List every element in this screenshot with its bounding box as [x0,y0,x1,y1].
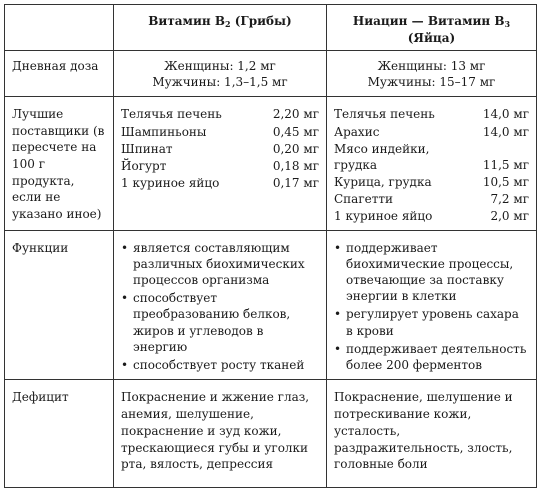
source-name: Курица, грудка [334,175,432,190]
list-item [121,141,319,158]
header-b2-suffix: (Грибы) [230,14,292,28]
list-item [334,341,529,373]
list-item [121,175,319,192]
vitamin-comparison-table [4,4,537,488]
functions-b3-list [334,240,529,374]
header-row [5,5,537,51]
source-value: 10,5 мг [482,175,529,190]
list-item [121,290,319,355]
list-item [121,106,319,123]
bullet-icon: • [334,240,342,255]
deficit-b2-cell: Покраснение и жжение глаз, анемия, шелушение, покраснение и зуд кожи, трескающиеся губы и уголки рта, вялость, депрессия [114,380,327,488]
header-b2-subscript: 2 [224,19,231,29]
dose-label: Дневная доза [5,50,114,96]
sources-b2-list [121,106,319,192]
dose-b2-cell [114,50,327,96]
sources-b3-cell [327,97,537,230]
source-value: 14,0 мг [482,124,529,139]
list-item [334,106,529,123]
function-text: поддерживает деятельность более 200 ферментов [346,341,527,372]
source-name: Йогурт [121,158,167,173]
list-item [334,306,529,338]
list-item [334,141,529,174]
header-vitamin-b3 [327,5,537,51]
list-item [334,208,529,225]
sources-b2-cell [114,97,327,230]
dose-b3-men: Мужчины: 15–17 мг [367,75,496,90]
list-item [121,357,319,373]
source-value: 14,0 мг [482,107,529,122]
source-name: Телячья печень [121,107,222,122]
source-value: 0,18 мг [272,158,319,173]
header-b3-title: Ниацин — Витамин B [352,14,505,28]
deficit-label: Дефицит [5,380,114,488]
function-text: регулирует уровень сахара в крови [346,307,519,338]
source-name: Мясо индейки, грудка [334,141,430,172]
bullet-icon: • [121,240,129,255]
bullet-icon: • [121,357,129,372]
dose-row [5,50,537,96]
source-value: 2,20 мг [272,107,319,122]
list-item [334,191,529,208]
source-name: 1 куриное яйцо [334,209,433,224]
source-value: 0,45 мг [272,124,319,139]
header-b3-subscript: 3 [504,19,511,29]
sources-label: Лучшие поставщики (в пересчете на 100 г продукта, если не указано иное) [5,97,114,230]
source-name: Арахис [334,124,380,139]
list-item [121,158,319,175]
list-item [334,240,529,305]
dose-b2-men: Мужчины: 1,3–1,5 мг [152,75,288,90]
source-value: 11,5 мг [482,157,529,172]
sources-b3-list [334,106,529,225]
header-vitamin-b2 [114,5,327,51]
header-b2-title: Витамин B [148,14,225,28]
list-item [121,124,319,141]
vitamin-table-container [4,4,536,472]
source-name: 1 куриное яйцо [121,176,220,191]
functions-row [5,230,537,380]
dose-b2-women: Женщины: 1,2 мг [164,58,276,73]
source-name: Шампиньоны [121,124,207,139]
function-text: способствует росту тканей [133,357,305,372]
source-value: 0,17 мг [272,176,319,191]
source-value: 2,0 мг [490,209,529,224]
header-b3-suffix: (Яйца) [407,30,456,45]
function-text: поддерживает биохимические процессы, отвечающие за поставку энергии в клетки [346,240,514,304]
deficit-b3-cell: Покраснение, шелушение и потрескивание кожи, усталость, раздражительность, злость, головные боли [327,380,537,488]
header-empty-cell [5,5,114,51]
sources-row [5,97,537,230]
bullet-icon: • [334,307,342,322]
list-item [334,174,529,191]
bullet-icon: • [121,291,129,306]
functions-b3-cell [327,230,537,380]
source-name: Телячья печень [334,107,435,122]
list-item [121,240,319,289]
functions-b2-cell [114,230,327,380]
source-name: Спагетти [334,192,393,207]
function-text: является составляющим различных биохимических процессов организма [133,240,305,288]
functions-label: Функции [5,230,114,380]
bullet-icon: • [334,341,342,356]
dose-b3-cell [327,50,537,96]
function-text: способствует преобразованию белков, жиров и углеводов в энергию [133,291,291,354]
source-value: 0,20 мг [272,141,319,156]
source-name: Шпинат [121,141,173,156]
list-item [334,124,529,141]
functions-b2-list [121,240,319,374]
source-value: 7,2 мг [490,192,529,207]
dose-b3-women: Женщины: 13 мг [377,58,486,73]
deficit-row [5,380,537,488]
